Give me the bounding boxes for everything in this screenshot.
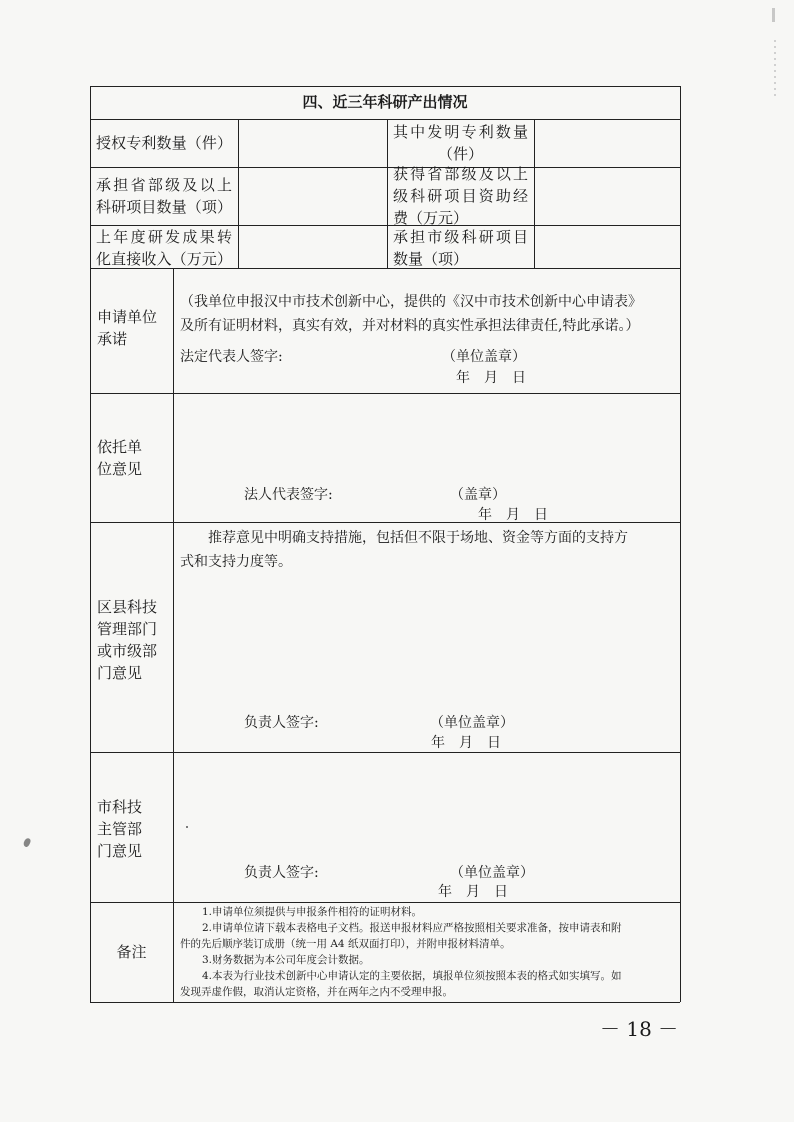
city-seal: （单位盖章） [450,865,534,881]
note-item: 3.财务数据为本公司年度会计数据。 [202,954,370,966]
rd-income-value[interactable] [240,227,385,266]
city-signature-field[interactable] [340,861,450,883]
provincial-funding-label: 获得省部级及以上 级科研项目资助经 费（万元） [393,165,528,227]
city-date: 年 月 日 [438,884,508,900]
note-item: 4.本表为行业技术创新中心申请认定的主要依据，填报单位须按照本表的格式如实填写。如 [202,970,622,982]
host-opinion-label: 依托单 位意见 [97,438,143,478]
commitment-date: 年 月 日 [456,370,526,386]
note-item: 1.申请单位须提供与申报条件相符的证明材料。 [202,906,423,918]
city-opinion-label: 市科技 主管部 门意见 [97,798,143,860]
host-seal: （盖章） [450,487,506,503]
section-title: 四、近三年科研产出情况 [302,93,468,111]
city-project-count-value[interactable] [536,227,678,266]
provincial-project-count-value[interactable] [240,169,385,223]
notes-label: 备注 [116,943,147,961]
commitment-text: （我单位申报汉中市技术创新中心，提供的《汉中市技术创新中心申请表》 及所有证明材料，真实有效，并对材料的真实性承担法律责任,特此承诺。） [180,294,642,334]
district-date: 年 月 日 [431,735,501,751]
host-opinion-field[interactable] [176,396,676,474]
host-sign-label: 法人代表签字: [244,487,333,503]
notes-list [180,904,677,1000]
patent-count-label: 授权专利数量（件） [96,134,232,152]
note-item: 发现弄虚作假，取消认定资格，并在两年之内不受理申报。 [180,986,453,998]
provincial-project-count-label: 承担省部级及以上 科研项目数量（项） [96,176,232,216]
provincial-funding-value[interactable] [536,169,678,223]
page-number: － 18 － [600,1017,679,1041]
commitment-label: 申请单位 承诺 [97,308,158,348]
invention-patent-label: 其中发明专利数量 （件） [393,123,528,163]
invention-patent-value[interactable] [536,121,678,165]
city-opinion-field[interactable] [176,756,676,854]
scan-dot [186,826,188,828]
district-sign-label: 负责人签字: [244,715,319,731]
host-signature-field[interactable] [350,483,450,505]
commitment-seal: （单位盖章） [442,349,526,365]
scan-smudge [22,837,32,848]
commitment-sign-label: 法定代表人签字: [180,349,283,365]
district-opinion-label: 区县科技 管理部门 或市级部 门意见 [97,598,158,682]
patent-count-value[interactable] [240,121,385,165]
district-seal: （单位盖章） [430,715,514,731]
city-project-count-label: 承担市级科研项目 数量（项） [393,228,528,268]
city-sign-label: 负责人签字: [244,865,319,881]
district-opinion-field[interactable] [176,578,676,703]
district-opinion-text: 推荐意见中明确支持措施，包括但不限于场地、资金等方面的支持方 式和支持力度等。 [180,530,628,570]
host-date: 年 月 日 [478,507,548,523]
district-signature-field[interactable] [330,711,430,733]
commitment-signature-field[interactable] [292,345,442,367]
scan-edge-mark [774,40,776,100]
note-item: 2.申请单位请下载本表格电子文档。报送申报材料应严格按照相关要求准备，按申请表和附 [202,922,622,934]
note-item: 件的先后顺序装订成册（统一用 A4 纸双面打印），并附申报材料清单。 [180,938,511,950]
scan-edge-mark [772,8,775,22]
rd-income-label: 上年度研发成果转 化直接收入（万元） [96,228,232,268]
